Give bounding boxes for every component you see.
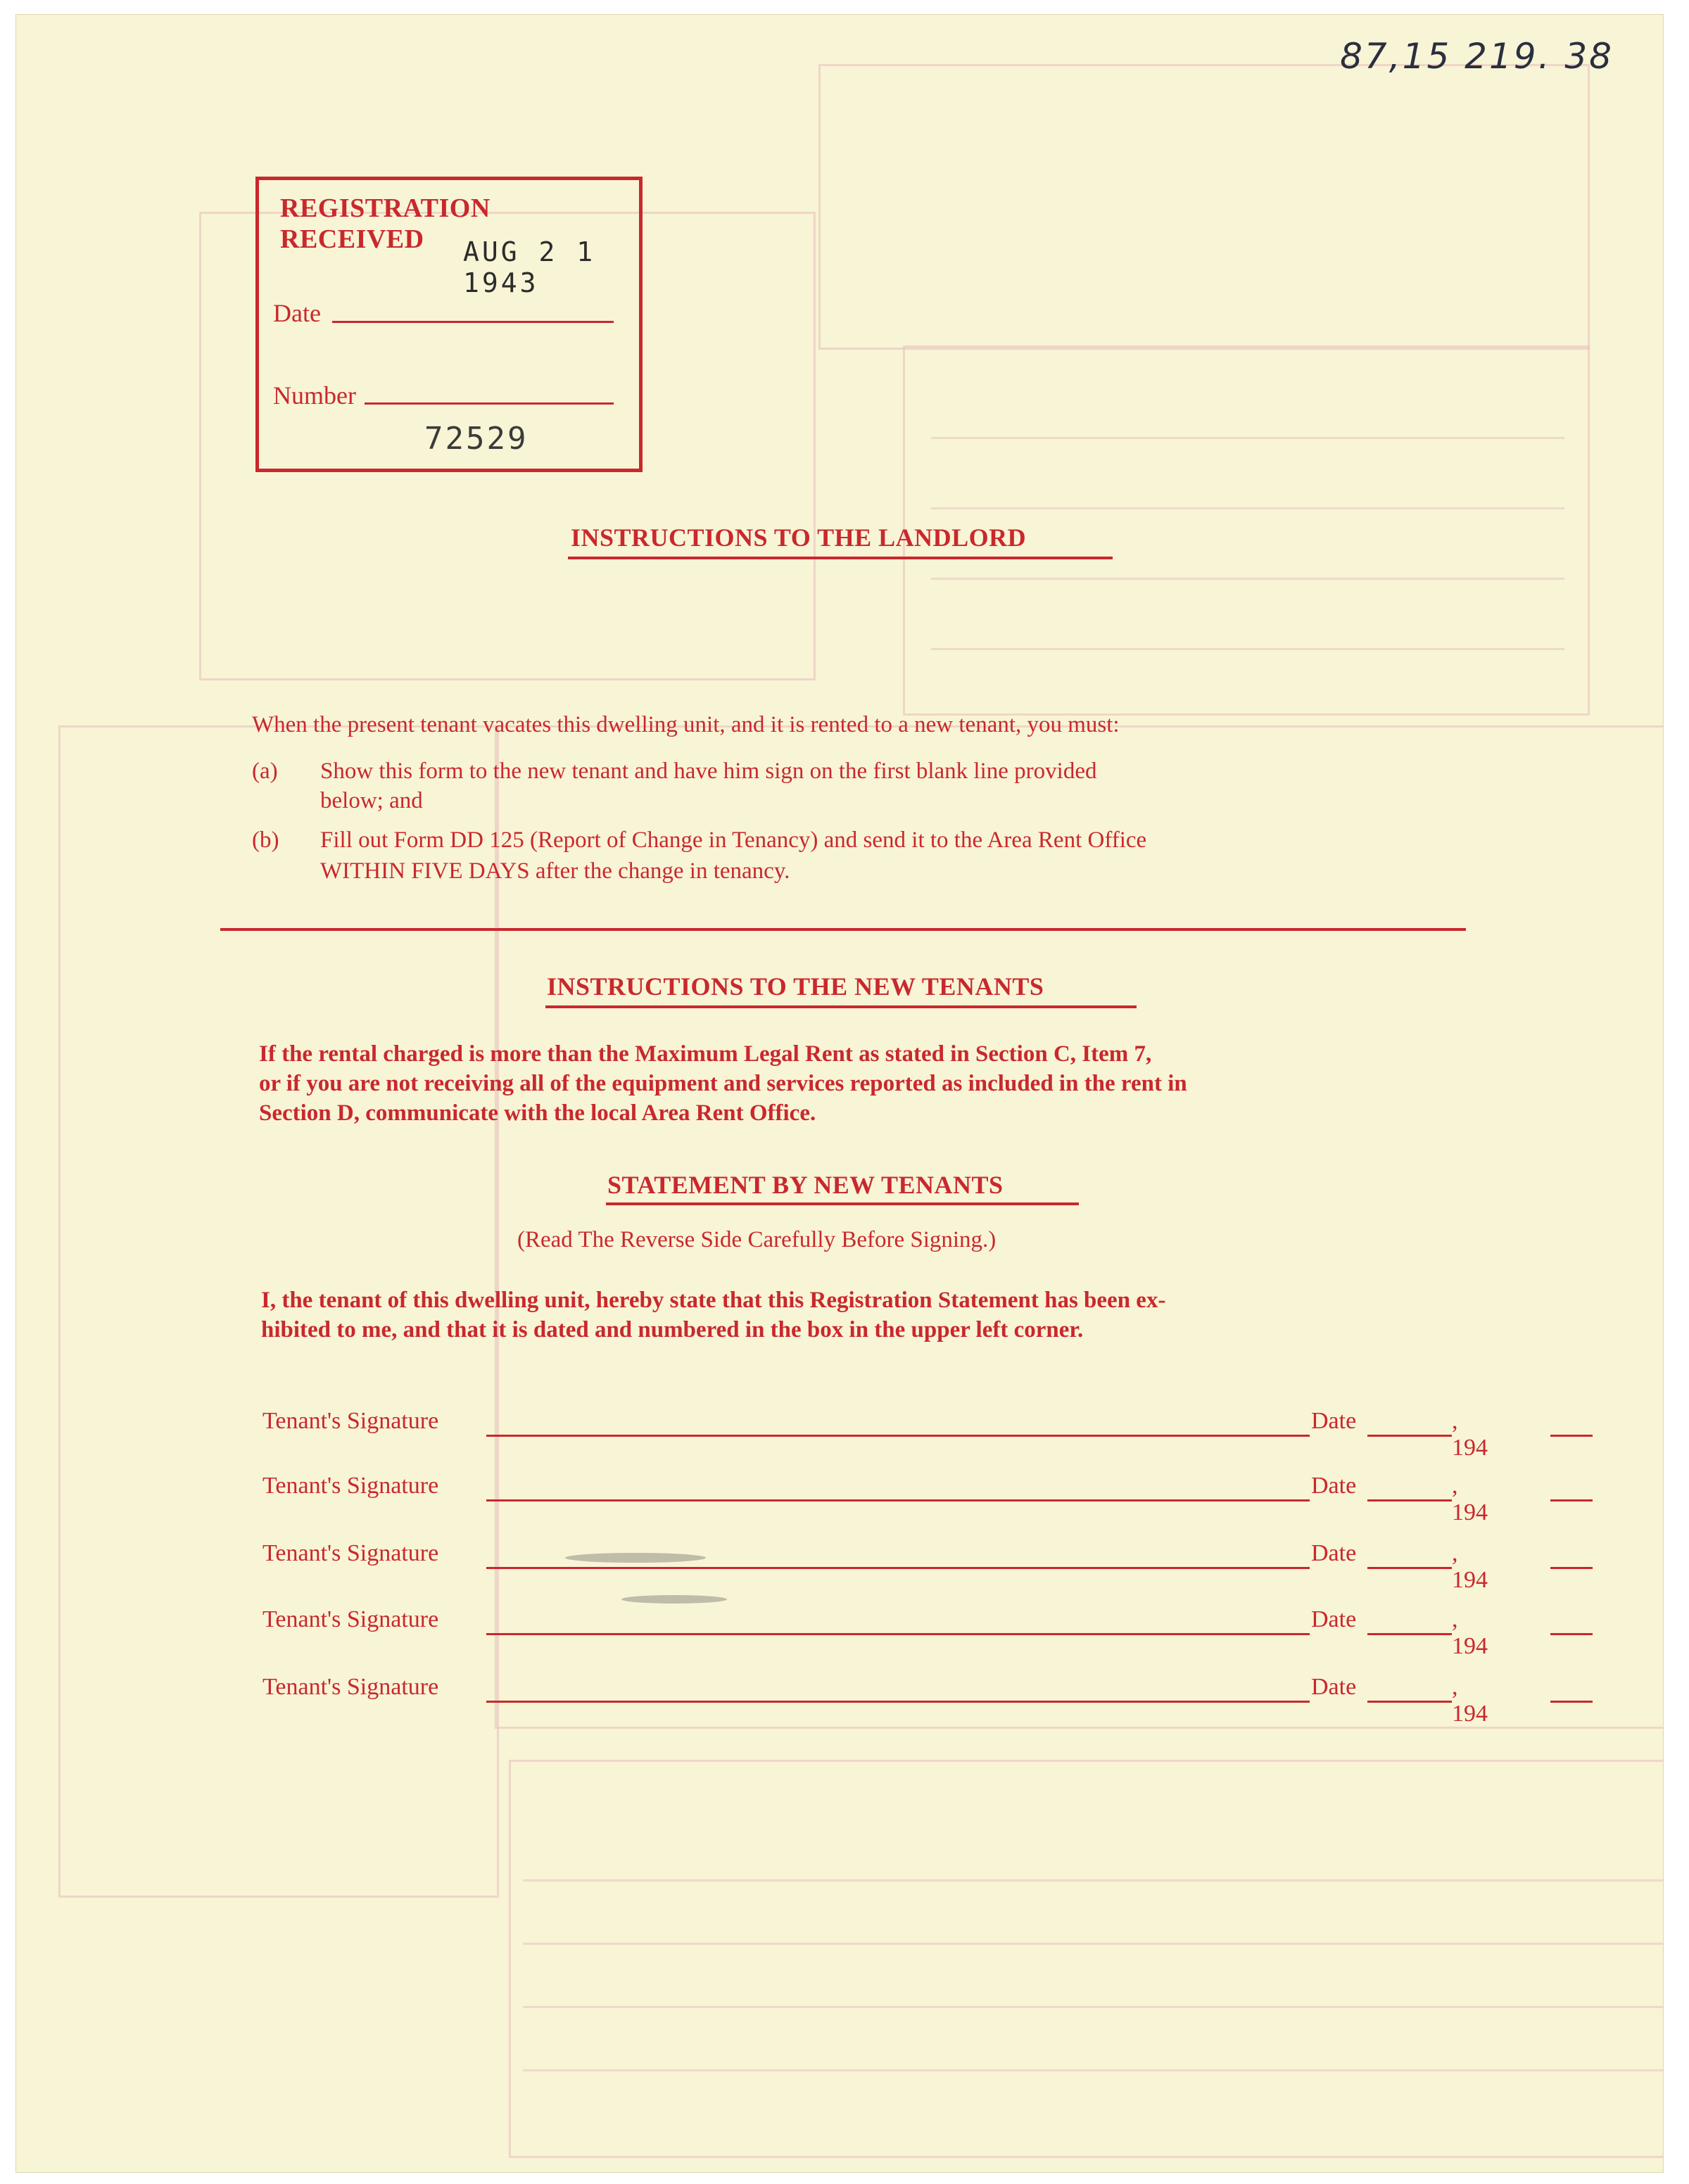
bleed-through-rule: [931, 437, 1564, 439]
tenant-signature-label: Tenant's Signature: [262, 1473, 439, 1499]
tenant-signature-label: Tenant's Signature: [262, 1408, 439, 1434]
item-b-line1: Fill out Form DD 125 (Report of Change in Tenancy) and send it to the Area Rent Office: [320, 827, 1147, 853]
landlord-intro: When the present tenant vacates this dwelling unit, and it is rented to a new tenant, you must:: [252, 712, 1120, 737]
item-a-marker: (a): [252, 758, 278, 784]
statement-heading: STATEMENT BY NEW TENANTS: [607, 1171, 1004, 1199]
year-label: , 194: [1452, 1473, 1488, 1525]
item-a-line1: Show this form to the new tenant and have him sign on the first blank line provided: [320, 758, 1097, 784]
tenant-signature-label: Tenant's Signature: [262, 1540, 439, 1566]
year-line[interactable]: [1550, 1499, 1593, 1502]
tenant-instructions-line1: If the rental charged is more than the Maximum Legal Rent as stated in Section C, Item 7,: [259, 1041, 1152, 1067]
year-line[interactable]: [1550, 1633, 1593, 1635]
stamp-date-line: [332, 321, 614, 323]
bleed-through-rule: [523, 2069, 1663, 2071]
statement-heading-underline: [606, 1202, 1079, 1205]
bleed-through-rule: [931, 507, 1564, 509]
bleed-through-rule: [931, 578, 1564, 580]
bleed-through-box-instructions: [818, 64, 1590, 350]
registration-received-stamp: [255, 177, 643, 472]
year-label: , 194: [1452, 1540, 1488, 1593]
tenant-signature-row-3[interactable]: [262, 1540, 1488, 1593]
stamp-number-label: Number: [273, 381, 356, 410]
year-line[interactable]: [1550, 1701, 1593, 1703]
date-label: Date: [1311, 1540, 1357, 1566]
date-line[interactable]: [1367, 1567, 1452, 1569]
date-label: Date: [1311, 1674, 1357, 1700]
bleed-through-rule: [523, 1943, 1663, 1945]
date-label: Date: [1311, 1606, 1357, 1632]
stamp-date-label: Date: [273, 299, 321, 327]
tenant-instructions-heading: INSTRUCTIONS TO THE NEW TENANTS: [547, 972, 1044, 1001]
year-line[interactable]: [1550, 1435, 1593, 1437]
item-a-line2: below; and: [320, 788, 423, 813]
item-b-line2: WITHIN FIVE DAYS after the change in tenancy.: [320, 858, 790, 884]
stamp-number-value: 72529: [424, 421, 529, 457]
tenant-heading-underline: [545, 1005, 1137, 1008]
tenant-signature-row-1[interactable]: [262, 1408, 1488, 1461]
stamp-title: REGISTRATION RECEIVED: [280, 193, 491, 254]
tenant-instructions-line2: or if you are not receiving all of the equipment and services reported as included in the rent in: [259, 1071, 1187, 1096]
signature-line[interactable]: [486, 1435, 1310, 1437]
date-label: Date: [1311, 1408, 1357, 1434]
handwritten-file-number: 87,15 219. 38: [1340, 36, 1614, 77]
statement-subheading: (Read The Reverse Side Carefully Before Signing.): [517, 1227, 997, 1252]
year-line[interactable]: [1550, 1567, 1593, 1569]
date-line[interactable]: [1367, 1633, 1452, 1635]
date-line[interactable]: [1367, 1499, 1452, 1502]
bleed-through-rule: [523, 2006, 1663, 2008]
tenant-signature-row-4[interactable]: [262, 1606, 1488, 1659]
statement-line2: hibited to me, and that it is dated and numbered in the box in the upper left corner.: [261, 1317, 1084, 1342]
tenant-signature-label: Tenant's Signature: [262, 1606, 439, 1632]
signature-line[interactable]: [486, 1701, 1310, 1703]
ink-speck: [565, 1553, 706, 1563]
landlord-instructions-heading: INSTRUCTIONS TO THE LANDLORD: [571, 523, 1027, 552]
bleed-through-rule: [931, 648, 1564, 650]
statement-line1: I, the tenant of this dwelling unit, hereby state that this Registration Statement has been ex-: [261, 1288, 1166, 1313]
year-label: , 194: [1452, 1674, 1488, 1727]
signature-line[interactable]: [486, 1567, 1310, 1569]
document-page: [15, 14, 1664, 2173]
landlord-heading-underline: [568, 557, 1113, 559]
year-label: , 194: [1452, 1408, 1488, 1461]
tenant-signature-label: Tenant's Signature: [262, 1674, 439, 1700]
year-label: , 194: [1452, 1606, 1488, 1659]
tenant-signature-row-2[interactable]: [262, 1473, 1488, 1525]
signature-line[interactable]: [486, 1499, 1310, 1502]
tenant-signature-row-5[interactable]: [262, 1674, 1488, 1727]
signature-line[interactable]: [486, 1633, 1310, 1635]
date-line[interactable]: [1367, 1701, 1452, 1703]
bleed-through-box-section-e: [509, 1760, 1664, 2158]
stamp-number-line: [365, 402, 614, 405]
bleed-through-rule: [523, 1879, 1663, 1881]
date-line[interactable]: [1367, 1435, 1452, 1437]
tenant-instructions-line3: Section D, communicate with the local Area Rent Office.: [259, 1100, 816, 1126]
ink-speck: [621, 1595, 727, 1604]
section-divider: [220, 928, 1466, 931]
stamp-date-value: AUG 2 1 1943: [463, 236, 596, 298]
date-label: Date: [1311, 1473, 1357, 1499]
item-b-marker: (b): [252, 827, 279, 853]
